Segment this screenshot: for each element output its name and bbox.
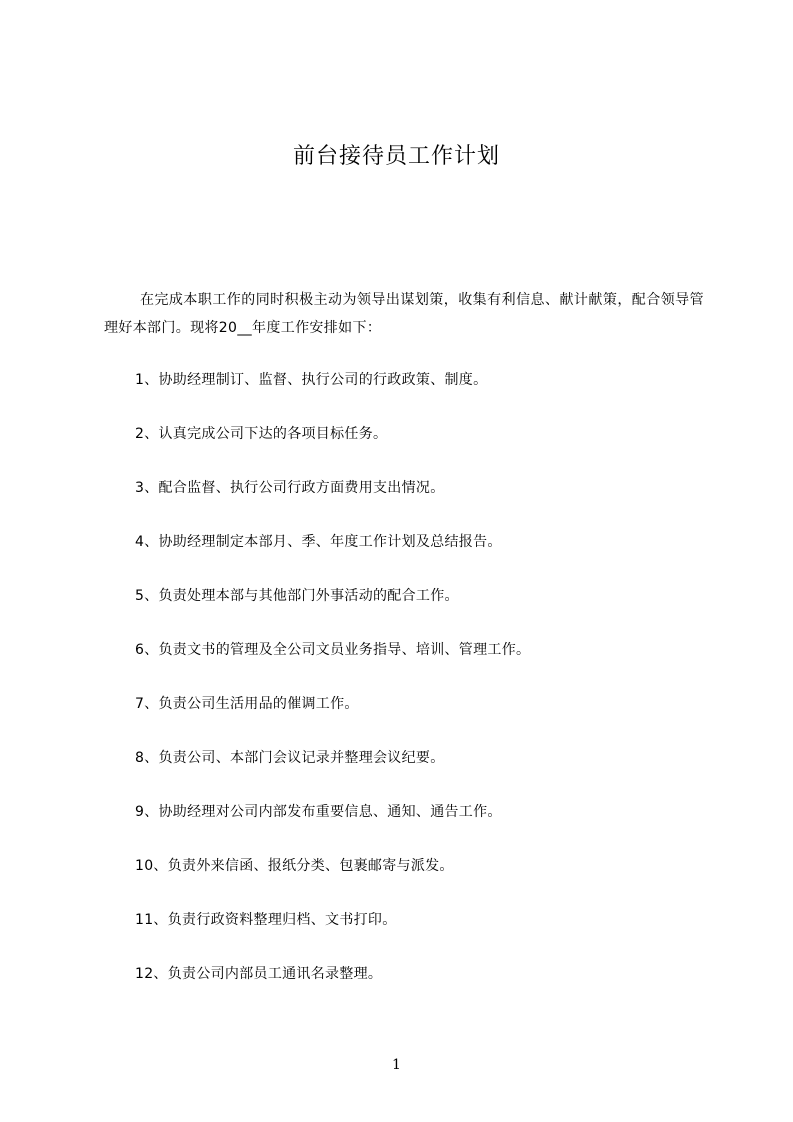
list-item: 5、负责处理本部与其他部门外事活动的配合工作。 xyxy=(135,588,459,604)
list-item: 8、负责公司、本部门会议记录并整理会议纪要。 xyxy=(135,750,445,766)
list-item: 6、负责文书的管理及全公司文员业务指导、培训、管理工作。 xyxy=(135,642,531,658)
document-title: 前台接待员工作计划 xyxy=(292,144,500,169)
list-item: 3、配合监督、执行公司行政方面费用支出情况。 xyxy=(135,480,445,496)
work-plan-list xyxy=(135,366,705,1014)
list-item: 4、协助经理制定本部月、季、年度工作计划及总结报告。 xyxy=(135,534,502,550)
list-item: 12、负责公司内部员工通讯名录整理。 xyxy=(135,966,383,982)
list-item: 7、负责公司生活用品的催调工作。 xyxy=(135,696,359,712)
list-item: 10、负责外来信函、报纸分类、包裹邮寄与派发。 xyxy=(135,858,454,874)
list-item: 2、认真完成公司下达的各项目标任务。 xyxy=(135,426,388,442)
page-number: 1 xyxy=(392,1057,401,1073)
list-item: 11、负责行政资料整理归档、文书打印。 xyxy=(135,912,397,928)
list-item: 9、协助经理对公司内部发布重要信息、通知、通告工作。 xyxy=(135,804,502,820)
intro-paragraph: 在完成本职工作的同时积极主动为领导出谋划策，收集有利信息、献计献策，配合领导管理好本部门。现将20__年度工作安排如下： xyxy=(104,292,704,336)
list-item: 1、协助经理制订、监督、执行公司的行政政策、制度。 xyxy=(135,372,488,388)
